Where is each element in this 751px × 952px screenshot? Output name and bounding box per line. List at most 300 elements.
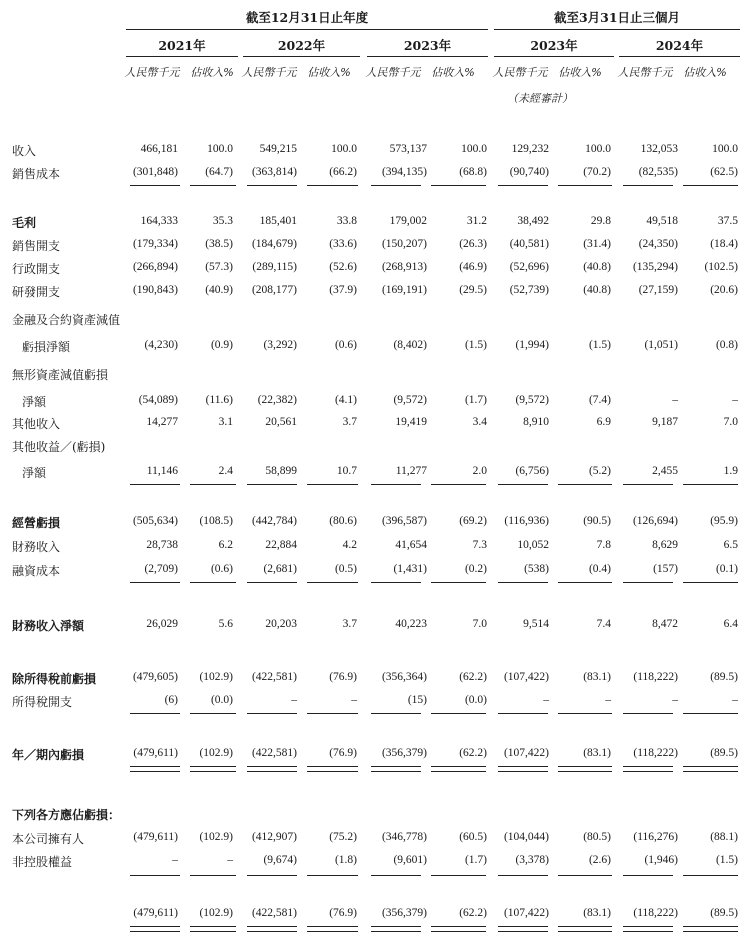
- table-cell: 100.0: [207, 143, 233, 155]
- table-cell: (40.9): [205, 284, 233, 296]
- total-double-rule: [190, 766, 236, 772]
- table-cell: 9,514: [523, 618, 549, 630]
- subtotal-rule: [307, 582, 358, 583]
- header-col-rmb: 人民幣千元: [241, 66, 297, 79]
- subtotal-rule: [190, 185, 236, 186]
- total-double-rule: [431, 766, 486, 772]
- table-cell: (118,222): [633, 907, 678, 919]
- table-cell: (0.1): [715, 563, 738, 575]
- table-cell: (363,814): [251, 166, 297, 178]
- subtotal-rule: [307, 484, 358, 485]
- table-cell: (356,379): [381, 747, 427, 759]
- table-cell: (29.5): [459, 284, 487, 296]
- table-cell: (38.5): [205, 238, 233, 250]
- table-cell: (52,739): [509, 284, 549, 296]
- table-cell: 19,419: [395, 416, 427, 428]
- table-cell: (22,382): [257, 394, 297, 406]
- row-label: 虧損淨額: [22, 340, 71, 354]
- table-cell: (20.6): [710, 284, 738, 296]
- table-cell: 3.4: [472, 416, 487, 428]
- table-cell: (40.8): [583, 261, 611, 273]
- subtotal-rule: [130, 713, 180, 714]
- table-cell: 179,002: [389, 215, 427, 227]
- table-cell: 164,333: [140, 215, 178, 227]
- table-cell: (9,572): [515, 394, 549, 406]
- header-group-rule-quarter: [494, 29, 740, 30]
- total-double-rule: [558, 926, 612, 932]
- total-double-rule: [683, 926, 738, 932]
- table-cell: 8,472: [652, 618, 678, 630]
- subtotal-rule: [431, 185, 486, 186]
- header-unaudited: （未經審計）: [507, 92, 573, 105]
- table-cell: (3,292): [263, 339, 297, 351]
- row-label: 財務收入淨額: [12, 619, 85, 633]
- table-cell: (3,378): [515, 854, 549, 866]
- total-double-rule: [558, 766, 612, 772]
- subtotal-rule: [623, 713, 673, 714]
- subtotal-rule: [130, 484, 180, 485]
- table-cell: (52,696): [509, 261, 549, 273]
- table-cell: –: [172, 854, 178, 866]
- table-cell: (184,679): [251, 238, 297, 250]
- table-cell: –: [291, 694, 297, 706]
- subtotal-rule: [558, 185, 612, 186]
- subtotal-rule: [190, 875, 236, 876]
- table-cell: (135,294): [632, 261, 678, 273]
- table-cell: 40,223: [395, 618, 427, 630]
- table-cell: (24,350): [638, 238, 678, 250]
- table-cell: (2.6): [588, 854, 611, 866]
- table-cell: –: [351, 694, 357, 706]
- table-cell: –: [605, 694, 611, 706]
- table-cell: (104,044): [503, 831, 549, 843]
- table-cell: (479,611): [133, 907, 178, 919]
- table-cell: 9,187: [652, 416, 678, 428]
- table-cell: (6,756): [515, 465, 549, 477]
- table-cell: 58,899: [265, 465, 297, 477]
- table-cell: (1.5): [464, 339, 487, 351]
- table-cell: (27,159): [638, 284, 678, 296]
- table-cell: (102.9): [199, 831, 233, 843]
- subtotal-rule: [558, 713, 612, 714]
- header-col-rmb: 人民幣千元: [124, 66, 180, 79]
- subtotal-rule: [371, 875, 421, 876]
- table-cell: 31.2: [466, 215, 487, 227]
- row-label: 淨額: [22, 395, 47, 409]
- row-label: 財務收入: [12, 540, 61, 554]
- row-label: 金融及合約資產減值: [12, 313, 121, 327]
- header-year: 2023年: [403, 38, 452, 53]
- table-cell: 41,654: [395, 539, 427, 551]
- table-cell: (57.3): [205, 261, 233, 273]
- subtotal-rule: [623, 185, 673, 186]
- table-cell: (102.5): [704, 261, 738, 273]
- table-cell: (1.7): [464, 854, 487, 866]
- subtotal-rule: [431, 582, 486, 583]
- table-cell: (70.2): [583, 166, 611, 178]
- table-cell: 11,146: [146, 465, 178, 477]
- table-cell: (31.4): [583, 238, 611, 250]
- header-year-rule: [619, 56, 740, 57]
- table-cell: (66.2): [329, 166, 357, 178]
- table-cell: (268,913): [381, 261, 427, 273]
- subtotal-rule: [498, 713, 548, 714]
- table-cell: 10.7: [336, 465, 357, 477]
- total-double-rule: [130, 766, 180, 772]
- table-cell: (5.2): [588, 465, 611, 477]
- table-cell: (356,364): [381, 671, 427, 683]
- table-cell: (0.4): [588, 563, 611, 575]
- row-label: 無形資產減值虧損: [12, 368, 109, 382]
- table-cell: (83.1): [583, 671, 611, 683]
- subtotal-rule: [623, 484, 673, 485]
- table-cell: –: [732, 394, 738, 406]
- table-cell: 4.2: [342, 539, 357, 551]
- row-label: 下列各方應佔虧損：: [12, 808, 121, 822]
- subtotal-rule: [371, 185, 421, 186]
- row-label: 其他收入: [12, 417, 61, 431]
- table-cell: (80.6): [329, 515, 357, 527]
- table-cell: 3.7: [342, 618, 357, 630]
- table-cell: (1.8): [334, 854, 357, 866]
- table-cell: (9,674): [263, 854, 297, 866]
- table-cell: (126,694): [632, 515, 678, 527]
- table-cell: 132,053: [640, 143, 678, 155]
- header-year: 2024年: [655, 38, 704, 53]
- table-cell: (394,135): [381, 166, 427, 178]
- header-col-rmb: 人民幣千元: [365, 66, 421, 79]
- row-label: 銷售成本: [12, 167, 61, 181]
- table-cell: (88.1): [710, 831, 738, 843]
- subtotal-rule: [247, 484, 297, 485]
- table-cell: (62.2): [459, 907, 487, 919]
- row-label: 本公司擁有人: [12, 832, 85, 846]
- header-group-annual: 截至12月31日止年度: [245, 10, 369, 25]
- table-cell: (442,784): [251, 515, 297, 527]
- table-cell: (26.3): [459, 238, 487, 250]
- table-cell: (412,907): [251, 831, 297, 843]
- table-cell: (150,207): [381, 238, 427, 250]
- subtotal-rule: [683, 185, 738, 186]
- table-cell: (46.9): [459, 261, 487, 273]
- table-cell: (108.5): [199, 515, 233, 527]
- table-cell: 7.8: [596, 539, 611, 551]
- subtotal-rule: [623, 582, 673, 583]
- table-cell: (82,535): [638, 166, 678, 178]
- subtotal-rule: [558, 582, 612, 583]
- table-cell: (107,422): [503, 671, 549, 683]
- table-cell: (422,581): [251, 907, 297, 919]
- table-cell: (116,936): [504, 515, 549, 527]
- table-cell: 6.9: [596, 416, 611, 428]
- table-cell: (1,431): [393, 563, 427, 575]
- total-double-rule: [498, 766, 548, 772]
- table-cell: (80.5): [583, 831, 611, 843]
- table-cell: 28,738: [146, 539, 178, 551]
- total-double-rule: [190, 926, 236, 932]
- total-double-rule: [431, 926, 486, 932]
- table-cell: (40.8): [583, 284, 611, 296]
- table-cell: 100.0: [712, 143, 738, 155]
- subtotal-rule: [190, 582, 236, 583]
- table-cell: (62.5): [710, 166, 738, 178]
- header-col-pct: 佔收入%: [307, 66, 351, 79]
- subtotal-rule: [371, 582, 421, 583]
- table-cell: (107,422): [503, 907, 549, 919]
- table-cell: (90,740): [509, 166, 549, 178]
- total-double-rule: [130, 926, 180, 932]
- subtotal-rule: [307, 875, 358, 876]
- row-label: 非控股權益: [12, 855, 73, 869]
- total-double-rule: [247, 766, 297, 772]
- header-year-rule: [126, 56, 238, 57]
- subtotal-rule: [683, 582, 738, 583]
- row-label: 除所得稅前虧損: [12, 672, 97, 686]
- table-cell: 5.6: [218, 618, 233, 630]
- table-cell: –: [227, 854, 233, 866]
- table-cell: 100.0: [461, 143, 487, 155]
- table-cell: 7.0: [723, 416, 738, 428]
- table-cell: (0.2): [464, 563, 487, 575]
- table-cell: 26,029: [146, 618, 178, 630]
- table-cell: (95.9): [710, 515, 738, 527]
- table-cell: 8,910: [523, 416, 549, 428]
- row-label: 銷售開支: [12, 239, 61, 253]
- table-cell: (37.9): [329, 284, 357, 296]
- subtotal-rule: [623, 875, 673, 876]
- subtotal-rule: [683, 484, 738, 485]
- table-cell: (356,379): [381, 907, 427, 919]
- header-year: 2022年: [277, 38, 326, 53]
- row-label: 毛利: [12, 216, 37, 230]
- table-cell: (7.4): [588, 394, 611, 406]
- total-double-rule: [683, 766, 738, 772]
- table-cell: 22,884: [265, 539, 297, 551]
- row-label: 研發開支: [12, 285, 61, 299]
- row-label: 收入: [12, 144, 37, 158]
- subtotal-rule: [247, 875, 297, 876]
- table-cell: 20,561: [265, 416, 297, 428]
- header-col-rmb: 人民幣千元: [492, 66, 548, 79]
- table-cell: 6.5: [723, 539, 738, 551]
- subtotal-rule: [431, 875, 486, 876]
- table-cell: 100.0: [331, 143, 357, 155]
- subtotal-rule: [130, 185, 180, 186]
- subtotal-rule: [130, 875, 180, 876]
- subtotal-rule: [247, 185, 297, 186]
- table-cell: (0.5): [334, 563, 357, 575]
- table-cell: 29.8: [590, 215, 611, 227]
- subtotal-rule: [431, 713, 486, 714]
- total-double-rule: [623, 766, 673, 772]
- header-col-pct: 佔收入%: [190, 66, 234, 79]
- header-year: 2023年: [530, 38, 578, 53]
- table-cell: 10,052: [517, 539, 549, 551]
- table-cell: (301,848): [132, 166, 178, 178]
- table-cell: (157): [653, 563, 678, 575]
- table-cell: (102.9): [199, 671, 233, 683]
- table-cell: 49,518: [646, 215, 678, 227]
- subtotal-rule: [431, 484, 486, 485]
- table-cell: (83.1): [583, 907, 611, 919]
- total-double-rule: [307, 926, 358, 932]
- header-year: 2021年: [158, 38, 206, 53]
- table-cell: 549,215: [259, 143, 297, 155]
- table-cell: (69.2): [459, 515, 487, 527]
- table-cell: 3.1: [218, 416, 233, 428]
- table-cell: (4,230): [144, 339, 178, 351]
- table-cell: (76.9): [329, 671, 357, 683]
- table-cell: (2,709): [144, 563, 178, 575]
- table-cell: 573,137: [389, 143, 427, 155]
- table-cell: (89.5): [710, 671, 738, 683]
- table-cell: (0.9): [210, 339, 233, 351]
- table-cell: 35.3: [212, 215, 233, 227]
- table-cell: 7.4: [596, 618, 611, 630]
- table-cell: (89.5): [710, 747, 738, 759]
- subtotal-rule: [558, 484, 612, 485]
- subtotal-rule: [371, 713, 421, 714]
- table-cell: (33.6): [329, 238, 357, 250]
- table-cell: (83.1): [583, 747, 611, 759]
- table-cell: (76.9): [329, 907, 357, 919]
- table-cell: (0.0): [464, 694, 487, 706]
- table-cell: (479,605): [132, 671, 178, 683]
- table-cell: 20,203: [265, 618, 297, 630]
- table-cell: (1.5): [588, 339, 611, 351]
- table-cell: (62.2): [459, 747, 487, 759]
- table-cell: (9,572): [393, 394, 427, 406]
- table-cell: (90.5): [583, 515, 611, 527]
- table-cell: (190,843): [132, 284, 178, 296]
- total-double-rule: [247, 926, 297, 932]
- table-cell: (60.5): [459, 831, 487, 843]
- table-cell: 3.7: [342, 416, 357, 428]
- table-cell: (208,177): [251, 284, 297, 296]
- table-cell: (396,587): [381, 515, 427, 527]
- subtotal-rule: [371, 484, 421, 485]
- subtotal-rule: [498, 582, 548, 583]
- table-cell: (11.6): [205, 394, 233, 406]
- table-cell: 466,181: [140, 143, 178, 155]
- subtotal-rule: [190, 484, 236, 485]
- subtotal-rule: [190, 713, 236, 714]
- table-cell: (107,422): [503, 747, 549, 759]
- header-col-rmb: 人民幣千元: [617, 66, 673, 79]
- header-group-quarter: 截至3月31日止三個月: [553, 10, 681, 25]
- table-cell: 100.0: [585, 143, 611, 155]
- table-cell: (68.8): [459, 166, 487, 178]
- table-cell: 1.9: [723, 465, 738, 477]
- subtotal-rule: [247, 582, 297, 583]
- table-cell: 129,232: [511, 143, 549, 155]
- table-cell: (1,994): [515, 339, 549, 351]
- subtotal-rule: [558, 875, 612, 876]
- table-cell: 6.2: [218, 539, 233, 551]
- header-col-pct: 佔收入%: [683, 66, 727, 79]
- total-double-rule: [498, 926, 548, 932]
- table-cell: 38,492: [517, 215, 549, 227]
- subtotal-rule: [498, 185, 548, 186]
- header-year-rule: [367, 56, 488, 57]
- header-col-pct: 佔收入%: [558, 66, 602, 79]
- table-cell: 2.0: [472, 465, 487, 477]
- table-cell: 2.4: [218, 465, 233, 477]
- table-cell: (179,334): [132, 238, 178, 250]
- table-cell: (15): [407, 694, 427, 706]
- header-group-rule-annual: [126, 29, 488, 30]
- table-cell: 14,277: [146, 416, 178, 428]
- row-label: 淨額: [22, 466, 47, 480]
- table-cell: (0.6): [210, 563, 233, 575]
- table-cell: (116,276): [633, 831, 678, 843]
- table-cell: (118,222): [633, 671, 678, 683]
- table-cell: 33.8: [336, 215, 357, 227]
- table-cell: –: [672, 394, 678, 406]
- table-cell: (266,894): [132, 261, 178, 273]
- header-col-pct: 佔收入%: [431, 66, 475, 79]
- table-cell: (538): [524, 563, 549, 575]
- table-cell: (422,581): [251, 671, 297, 683]
- table-cell: (18.4): [710, 238, 738, 250]
- table-cell: (1,946): [644, 854, 678, 866]
- total-double-rule: [623, 926, 673, 932]
- table-cell: (479,611): [133, 747, 178, 759]
- table-cell: (169,191): [381, 284, 427, 296]
- table-cell: (89.5): [710, 907, 738, 919]
- subtotal-rule: [498, 875, 548, 876]
- table-cell: (1.7): [464, 394, 487, 406]
- table-cell: 6.4: [723, 618, 738, 630]
- table-cell: (505,634): [132, 515, 178, 527]
- row-label: 其他收益／(虧損): [12, 440, 106, 454]
- table-cell: (40,581): [509, 238, 549, 250]
- table-cell: (75.2): [329, 831, 357, 843]
- row-label: 經營虧損: [12, 516, 61, 530]
- subtotal-rule: [683, 875, 738, 876]
- subtotal-rule: [307, 185, 358, 186]
- table-cell: (2,681): [263, 563, 297, 575]
- subtotal-rule: [247, 713, 297, 714]
- header-year-rule: [494, 56, 614, 57]
- subtotal-rule: [130, 582, 180, 583]
- table-cell: (289,115): [252, 261, 297, 273]
- table-cell: (8,402): [393, 339, 427, 351]
- table-cell: (422,581): [251, 747, 297, 759]
- table-cell: –: [672, 694, 678, 706]
- table-cell: –: [543, 694, 549, 706]
- table-cell: (6): [164, 694, 178, 706]
- table-cell: (1,051): [644, 339, 678, 351]
- table-cell: (64.7): [205, 166, 233, 178]
- table-cell: (0.8): [715, 339, 738, 351]
- table-cell: 185,401: [259, 215, 297, 227]
- table-cell: (479,611): [133, 831, 178, 843]
- table-cell: (1.5): [715, 854, 738, 866]
- table-cell: (0.6): [334, 339, 357, 351]
- table-cell: 8,629: [652, 539, 678, 551]
- subtotal-rule: [307, 713, 358, 714]
- subtotal-rule: [683, 713, 738, 714]
- table-cell: (54,089): [138, 394, 178, 406]
- table-cell: (62.2): [459, 671, 487, 683]
- table-cell: (52.6): [329, 261, 357, 273]
- total-double-rule: [371, 926, 421, 932]
- table-cell: (76.9): [329, 747, 357, 759]
- header-year-rule: [243, 56, 360, 57]
- table-cell: 37.5: [717, 215, 738, 227]
- table-cell: 7.3: [472, 539, 487, 551]
